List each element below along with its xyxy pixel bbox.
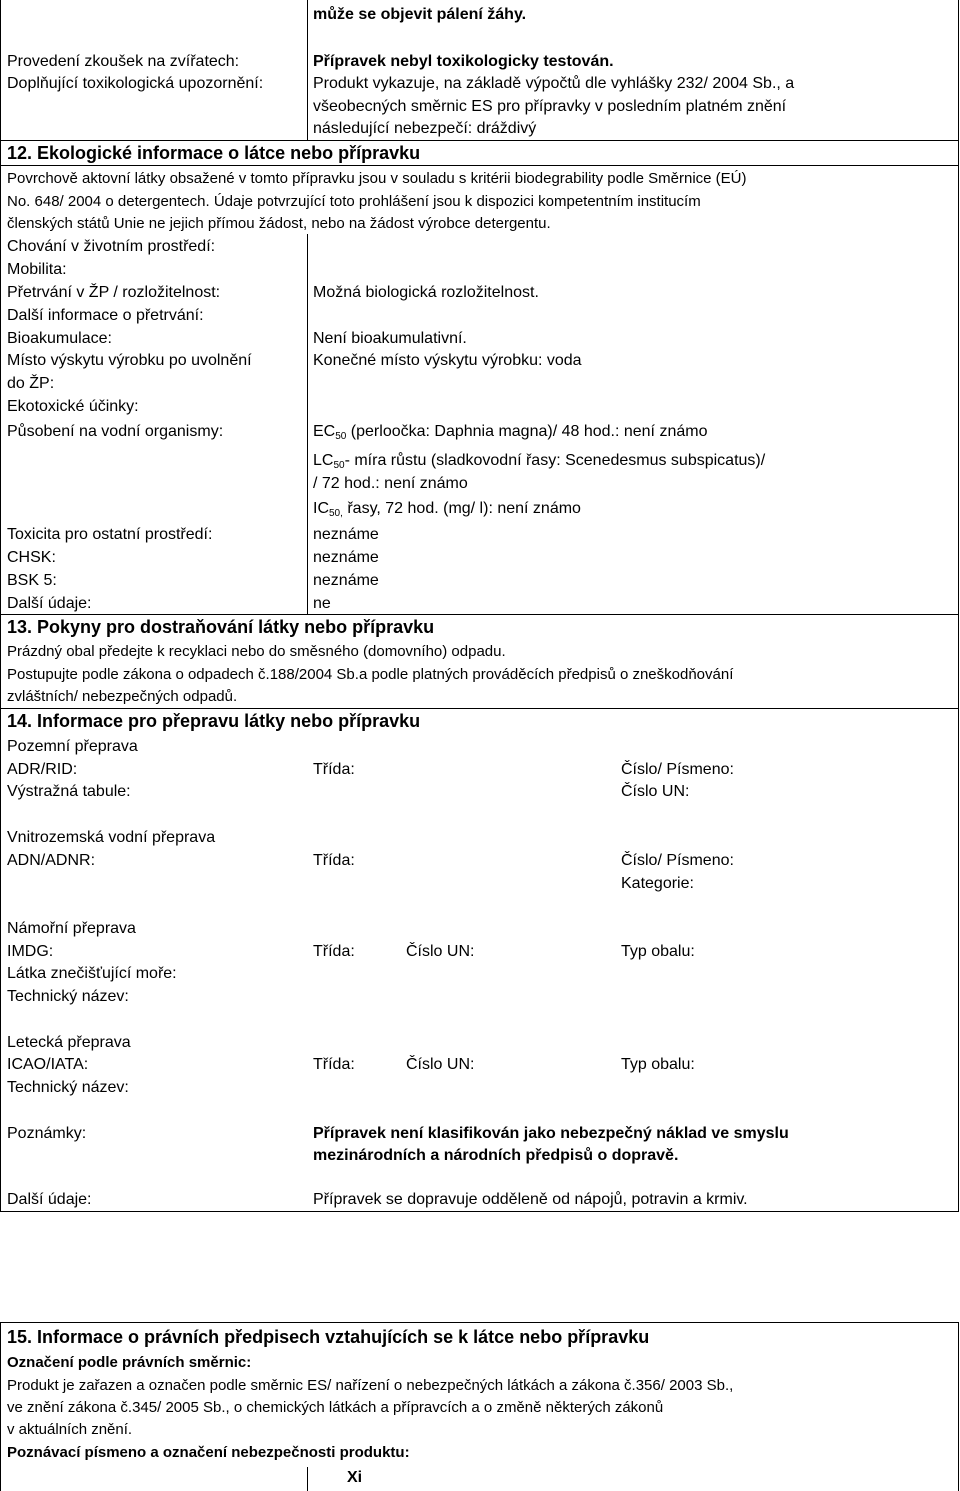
- dalsi-udaje-label: Další údaje:: [7, 1191, 92, 1208]
- frame-right: [958, 0, 959, 1212]
- lc50-value: $LC_{50}-$ míra růstu (sladkovodní řasy: Scenedesmus subspicatus)/: [313, 452, 766, 471]
- pretrvani-label: Přetrvání v ŽP / rozložitelnost:: [7, 284, 221, 301]
- vystrazna-label: Výstražná tabule:: [7, 783, 131, 800]
- poznamky-label: Poznámky:: [7, 1125, 87, 1142]
- add-tox-label: Doplňující toxikologická upozornění:: [7, 75, 264, 92]
- cislo-un-label: Číslo UN:: [621, 783, 690, 800]
- ic50-value: $IC_{50,}$ řasy, 72 hod. (mg/ l): není známo: [313, 500, 581, 519]
- s13-paragraph-1: Prázdný obal předejte k recyklaci nebo do směsného (domovního) odpadu.: [7, 643, 506, 660]
- misto-value: Konečné místo výskytu výrobku: voda: [313, 352, 582, 369]
- misto-label-2: do ŽP:: [7, 375, 55, 392]
- pozemni-label: Pozemní přeprava: [7, 738, 138, 755]
- s12-paragraph-2: No. 648/ 2004 o detergentech. Údaje potvrzující toto prohlášení jsou k dispozici kompetentním institucím: [7, 193, 701, 210]
- ec50-value: $EC_{50}$ (perloočka: Daphnia magna)/ 48 hod.: není známo: [313, 423, 708, 442]
- dalsi-label: Další údaje:: [7, 595, 92, 612]
- adr-cislo-label: Číslo/ Písmeno:: [621, 761, 734, 778]
- vodni-label: Působení na vodní organismy:: [7, 423, 224, 440]
- icao-un-label: Číslo UN:: [406, 1056, 475, 1073]
- pretrvani-value: Možná biologická rozložitelnost.: [313, 284, 539, 301]
- latka-label: Látka znečišťující moře:: [7, 965, 177, 982]
- dalsi-pretrvani-label: Další informace o přetrvání:: [7, 307, 204, 324]
- imdg-un-label: Číslo UN:: [406, 943, 475, 960]
- bioakumulace-value: Není bioakumulativní.: [313, 330, 467, 347]
- tech-name-label-2: Technický název:: [7, 1079, 129, 1096]
- s13-paragraph-3: zvláštních/ nebezpečných odpadů.: [7, 688, 238, 705]
- column-divider-top: [307, 0, 308, 140]
- bsk-label: BSK 5:: [7, 572, 57, 589]
- section-14-heading: 14. Informace pro přepravu látky nebo přípravku: [7, 711, 421, 731]
- ostatni-value: neznáme: [313, 526, 379, 543]
- bsk-value: neznáme: [313, 572, 379, 589]
- vnitro-label: Vnitrozemská vodní přeprava: [7, 829, 216, 846]
- bottom-border-14: [0, 1211, 959, 1212]
- add-tox-value-1: Produkt vykazuje, na základě výpočtů dle vyhlášky 232/ 2004 Sb., a: [313, 75, 795, 92]
- ostatni-label: Toxicita pro ostatní prostředí:: [7, 526, 213, 543]
- oznaceni-label: Označení podle právních směrnic:: [7, 1354, 252, 1371]
- dalsi-udaje-value: Přípravek se dopravuje odděleně od nápojů, potravin a krmiv.: [313, 1191, 748, 1208]
- divider-14: [0, 708, 959, 709]
- section-13-heading: 13. Pokyny pro dostraňování látky nebo přípravku: [7, 617, 435, 637]
- adn-label: ADN/ADNR:: [7, 852, 96, 869]
- bioakumulace-label: Bioakumulace:: [7, 330, 112, 347]
- tox-test-value: Přípravek nebyl toxikologicky testován.: [313, 53, 614, 70]
- imdg-trida-label: Třída:: [313, 943, 355, 960]
- letecka-label: Letecká přeprava: [7, 1034, 131, 1051]
- tech-name-label-1: Technický název:: [7, 988, 129, 1005]
- dalsi-value: ne: [313, 595, 331, 612]
- xi-divider: [307, 1467, 308, 1491]
- misto-label-1: Místo výskytu výrobku po uvolnění: [7, 352, 252, 369]
- adn-trida-label: Třída:: [313, 852, 355, 869]
- divider-13: [0, 614, 959, 615]
- adr-label: ADR/RID:: [7, 761, 78, 778]
- divider-15: [0, 1322, 959, 1323]
- tox-test-label: Provedení zkoušek na zvířatech:: [7, 53, 240, 70]
- icao-trida-label: Třída:: [313, 1056, 355, 1073]
- divider-12-text: [0, 165, 959, 166]
- frame-right-15: [958, 1322, 959, 1491]
- column-divider-12: [307, 234, 308, 614]
- chsk-value: neznáme: [313, 549, 379, 566]
- chsk-label: CHSK:: [7, 549, 56, 566]
- prev-section-line: může se objevit pálení žáhy.: [313, 6, 527, 23]
- poznamky-value-1: Přípravek není klasifikován jako nebezpečný náklad ve smyslu: [313, 1125, 789, 1142]
- adn-cislo-label: Číslo/ Písmeno:: [621, 852, 734, 869]
- divider-12: [0, 140, 959, 141]
- adr-trida-label: Třída:: [313, 761, 355, 778]
- ekotox-label: Ekotoxické účinky:: [7, 398, 139, 415]
- frame-left-15: [0, 1322, 1, 1491]
- imdg-typ-label: Typ obalu:: [621, 943, 695, 960]
- kategorie-label: Kategorie:: [621, 875, 694, 892]
- mobilita-label: Mobilita:: [7, 261, 67, 278]
- icao-label: ICAO/IATA:: [7, 1056, 89, 1073]
- imdg-label: IMDG:: [7, 943, 54, 960]
- s15-paragraph-3: v aktuálních znění.: [7, 1421, 133, 1438]
- s12-paragraph-3: členských států Unie ne jejich přímou žádost, nebo na žádost výrobce detergentu.: [7, 215, 551, 232]
- poznavaci-label: Poznávací písmeno a označení nebezpečnosti produktu:: [7, 1444, 410, 1461]
- section-12-heading: 12. Ekologické informace o látce nebo přípravku: [7, 143, 421, 163]
- add-tox-value-2: všeobecných směrnic ES pro přípravky v posledním platném znění: [313, 98, 787, 115]
- s12-paragraph-1: Povrchově aktovní látky obsažené v tomto přípravku jsou v souladu s kritérii biodegrability podle Směrnice (EÚ): [7, 170, 747, 187]
- hazard-symbol-xi: Xi: [347, 1469, 363, 1486]
- chovani-label: Chování v životním prostředí:: [7, 238, 216, 255]
- section-15-heading: 15. Informace o právních předpisech vztahujících se k látce nebo přípravku: [7, 1327, 650, 1347]
- s15-paragraph-1: Produkt je zařazen a označen podle směrnic ES/ nařízení o nebezpečných látkách a zákona č.356/ 2003 Sb.,: [7, 1377, 734, 1394]
- lc50-value-2: / 72 hod.: není známo: [313, 475, 468, 492]
- frame-left: [0, 0, 1, 1212]
- add-tox-value-3: následující nebezpečí: dráždivý: [313, 120, 537, 137]
- s15-paragraph-2: ve znění zákona č.345/ 2005 Sb., o chemických látkách a přípravcích a o změně některých zákonů: [7, 1399, 664, 1416]
- namorni-label: Námořní přeprava: [7, 920, 136, 937]
- poznamky-value-2: mezinárodních a národních předpisů o dopravě.: [313, 1147, 679, 1164]
- icao-typ-label: Typ obalu:: [621, 1056, 695, 1073]
- s13-paragraph-2: Postupujte podle zákona o odpadech č.188/2004 Sb.a podle platných prováděcích předpisů o zneškodňování: [7, 666, 734, 683]
